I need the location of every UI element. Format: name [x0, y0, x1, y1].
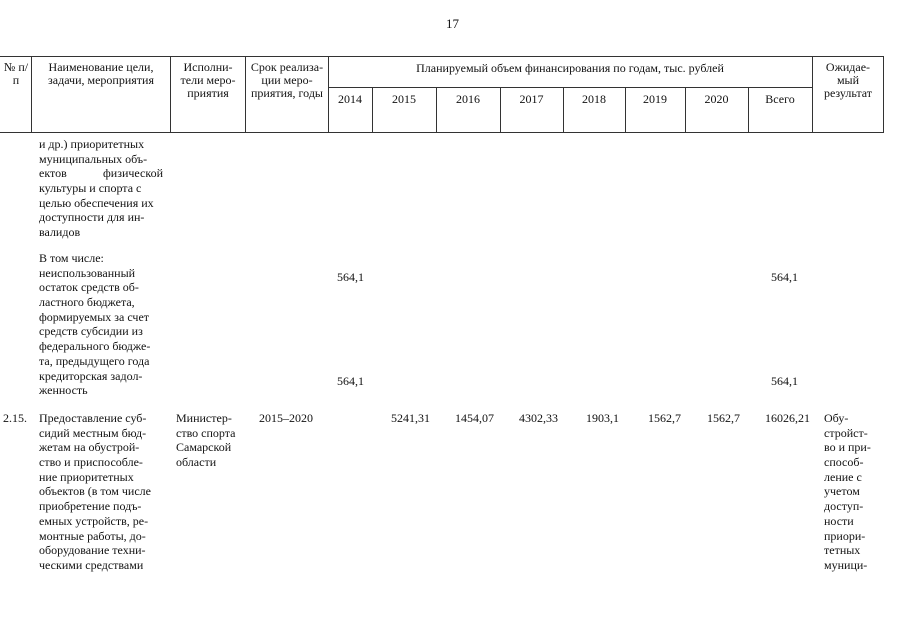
year-total: Всего — [765, 92, 795, 106]
year-2020: 2020 — [704, 92, 729, 106]
text-line: муниципальных объ- — [39, 151, 148, 166]
text-line: остаток средств об- — [39, 280, 139, 295]
including-total-b: 564,1 — [771, 374, 798, 388]
page-number: 17 — [446, 16, 459, 31]
year-2018: 2018 — [582, 92, 606, 106]
including-text — [39, 251, 163, 398]
header-term: Срок реализа-ции меро-приятия, годы — [250, 60, 324, 100]
text-line: емных устройств, ре- — [39, 513, 149, 528]
year-2016: 2016 — [456, 92, 480, 106]
text-line: муници- — [824, 557, 868, 572]
including-total-a: 564,1 — [771, 270, 798, 284]
including-2014-a: 564,1 — [337, 270, 364, 284]
text-line: области — [176, 455, 217, 470]
header-executors: Исполни-тели меро-приятия — [180, 60, 236, 100]
row-value-total: 16026,21 — [765, 411, 810, 425]
text-line: ние приоритетных — [39, 469, 134, 484]
row-value-2016: 1454,07 — [455, 411, 494, 425]
row-name — [39, 411, 166, 573]
text-line: способ- — [824, 455, 864, 470]
text-line: ческими средствами — [39, 557, 144, 572]
text-line: учетом — [824, 484, 860, 499]
text-line: Министер- — [176, 411, 232, 425]
row-value-2017: 4302,33 — [519, 411, 558, 425]
text-line: ности — [824, 513, 854, 528]
header-number: № п/п — [3, 60, 29, 87]
text-line: сидий местным бюд- — [39, 425, 147, 440]
text-line: формируемых за счет — [39, 309, 150, 324]
text-line: во и при- — [824, 440, 871, 455]
text-line: средств субсидии из — [39, 324, 143, 339]
text-line: приори- — [824, 528, 866, 543]
text-line: доступ- — [824, 499, 864, 514]
text-line: Обу- — [824, 411, 849, 425]
text-line: та, предыдущего года — [39, 353, 150, 368]
text-line: ство спорта — [176, 425, 236, 440]
text-line: жетам на обустрой- — [39, 440, 140, 455]
row-result — [824, 411, 884, 573]
text-line: ектов физической — [39, 166, 163, 181]
year-2014: 2014 — [338, 92, 362, 106]
row-value-2020: 1562,7 — [707, 411, 740, 425]
row-value-2015: 5241,31 — [391, 411, 430, 425]
row-executor — [176, 411, 246, 470]
text-line: Предоставление суб- — [39, 411, 147, 425]
text-line: ление с — [824, 469, 862, 484]
text-line: федерального бюдже- — [39, 339, 151, 354]
text-line: неиспользованный — [39, 265, 136, 280]
text-line: доступности для ин- — [39, 210, 145, 225]
year-2015: 2015 — [392, 92, 416, 106]
header-result: Ожидае-мый результат — [823, 60, 873, 100]
text-line: объектов (в том числе — [39, 484, 151, 499]
row-value-2018: 1903,1 — [586, 411, 619, 425]
row-value-2019: 1562,7 — [648, 411, 681, 425]
text-line: ство и приспособле- — [39, 455, 143, 470]
text-line: целью обеспечения их — [39, 195, 154, 210]
text-line: женность — [39, 383, 88, 398]
continuation-text — [39, 137, 163, 240]
text-line: приобретение подъ- — [39, 499, 142, 514]
text-line: оборудование техни- — [39, 543, 146, 558]
row-term: 2015–2020 — [259, 411, 313, 425]
row-number: 2.15. — [3, 411, 27, 425]
header-name: Наименование цели, задачи, мероприятия — [48, 60, 154, 87]
text-line: и др.) приоритетных — [39, 137, 145, 151]
text-line: стройст- — [824, 425, 868, 440]
including-2014-b: 564,1 — [337, 374, 364, 388]
text-line: В том числе: — [39, 251, 104, 265]
year-2017: 2017 — [519, 92, 544, 106]
year-2019: 2019 — [643, 92, 667, 106]
text-line: кредиторская задол- — [39, 368, 143, 383]
text-line: культуры и спорта с — [39, 181, 142, 196]
header-finance: Планируемый объем финансирования по годам, тыс. рублей — [416, 61, 724, 75]
text-line: ластного бюджета, — [39, 295, 135, 310]
text-line: Самарской — [176, 440, 232, 455]
text-line: валидов — [39, 225, 81, 240]
text-line: монтные работы, до- — [39, 528, 146, 543]
text-line: тетных — [824, 543, 861, 558]
